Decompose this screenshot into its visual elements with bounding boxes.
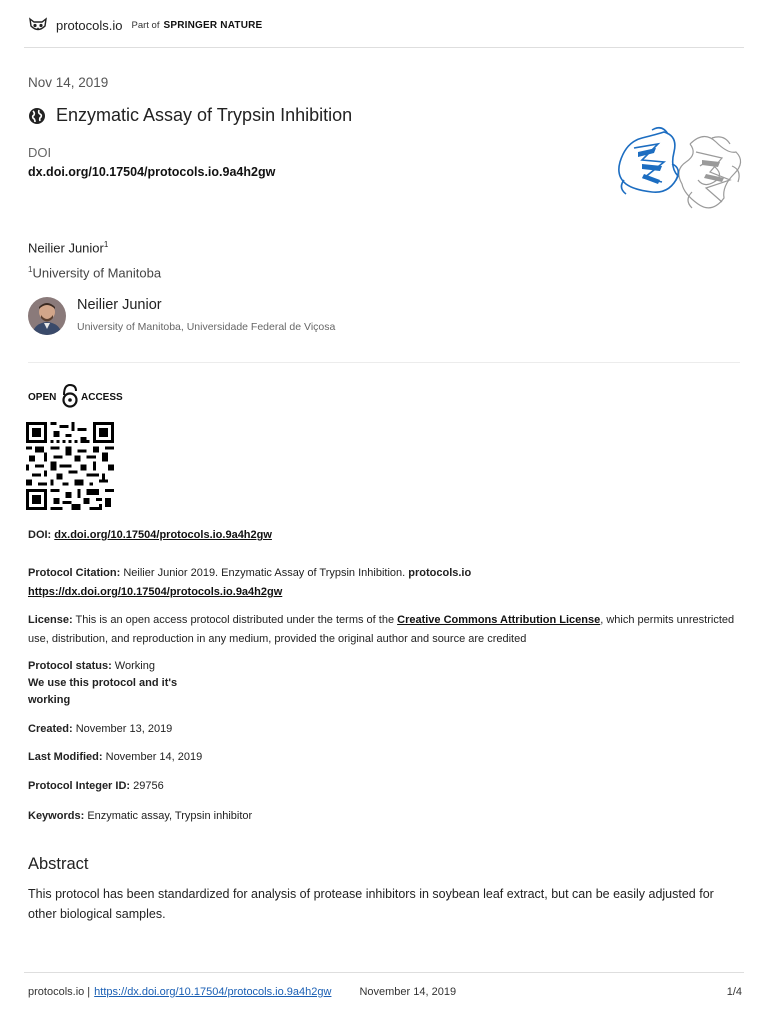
- publisher-logo: SPRINGER NATURE: [163, 19, 263, 31]
- publish-date: Nov 14, 2019: [28, 75, 109, 90]
- page-title: Enzymatic Assay of Trypsin Inhibition: [56, 105, 353, 125]
- status-value: Working: [114, 660, 155, 672]
- status-note-2: working: [28, 694, 71, 706]
- protocol-id-label: Protocol Integer ID:: [28, 780, 131, 792]
- page-number: 1/4: [726, 986, 742, 998]
- author-name: Neilier Junior: [28, 240, 104, 256]
- license-row: [28, 611, 744, 649]
- keywords-value: Enzymatic assay, Trypsin inhibitor: [87, 810, 253, 822]
- author-sup: 1: [103, 240, 109, 249]
- license-label: License:: [28, 614, 73, 626]
- author-line: [28, 240, 108, 255]
- footer-date: November 14, 2019: [359, 986, 457, 998]
- license-text-2: , which permits unrestricted use, distribution, and reproduction in any medium, provided the original author and source are credited: [28, 614, 735, 645]
- title-row: [28, 105, 352, 126]
- globe-icon: [28, 107, 46, 125]
- citation-label: Protocol Citation:: [28, 567, 121, 579]
- keywords-label: Keywords:: [28, 810, 85, 822]
- citation-source: protocols.io: [408, 567, 472, 579]
- header-divider: [24, 47, 744, 48]
- license-link[interactable]: Creative Commons Attribution License: [397, 614, 601, 626]
- modified-row: [28, 748, 744, 767]
- qr-code: [26, 422, 114, 510]
- part-of-label: Part of: [131, 19, 160, 31]
- open-access-logo: [28, 383, 128, 409]
- author-divider: [28, 362, 740, 363]
- license-text-1: This is an open access protocol distributed under the terms of the: [75, 614, 395, 626]
- raccoon-logo-icon[interactable]: [28, 16, 48, 34]
- citation-link[interactable]: https://dx.doi.org/10.17504/protocols.io.9a4h2gw: [28, 586, 283, 598]
- footer-link[interactable]: https://dx.doi.org/10.17504/protocols.io.9a4h2gw: [94, 986, 332, 998]
- open-access-right: ACCESS: [81, 392, 123, 403]
- brand-name[interactable]: protocols.io: [56, 17, 123, 33]
- citation-row: [28, 564, 744, 602]
- modified-label: Last Modified:: [28, 751, 103, 763]
- protocol-id-value: 29756: [133, 780, 164, 792]
- avatar[interactable]: [28, 297, 66, 335]
- status-row: [28, 658, 744, 709]
- abstract-heading: Abstract: [28, 855, 89, 873]
- footer-divider: [24, 972, 744, 973]
- created-value: November 13, 2019: [75, 723, 173, 735]
- footer-site: protocols.io |: [28, 986, 91, 998]
- open-access-left: OPEN: [28, 392, 57, 403]
- status-label: Protocol status:: [28, 660, 112, 672]
- page-footer: [28, 986, 742, 998]
- doi-row: [28, 526, 744, 545]
- created-row: [28, 720, 744, 739]
- protocol-id-row: [28, 777, 744, 796]
- doi-row-label: DOI:: [28, 529, 52, 541]
- affiliation-name: University of Manitoba: [32, 265, 162, 281]
- author-card-institution: University of Manitoba, Universidade Federal de Viçosa: [77, 321, 336, 333]
- citation-text: Neilier Junior 2019. Enzymatic Assay of Trypsin Inhibition.: [123, 567, 406, 579]
- created-label: Created:: [28, 723, 73, 735]
- status-note-1: We use this protocol and it's: [28, 677, 178, 689]
- modified-value: November 14, 2019: [105, 751, 203, 763]
- affiliation-sup: 1: [28, 265, 33, 274]
- doi-label: DOI: [28, 145, 52, 160]
- abstract-text: This protocol has been standardized for analysis of protease inhibitors in soybean leaf extract, but can be easily adjusted for other biological samples.: [28, 887, 714, 921]
- keywords-row: [28, 807, 744, 826]
- protein-structure-image: [612, 122, 752, 222]
- top-bar: [0, 0, 768, 48]
- affiliation-line: [28, 265, 161, 280]
- doi-link[interactable]: dx.doi.org/10.17504/protocols.io.9a4h2gw: [54, 529, 272, 541]
- doi-value[interactable]: dx.doi.org/10.17504/protocols.io.9a4h2gw: [28, 165, 276, 179]
- author-card-name[interactable]: Neilier Junior: [77, 297, 162, 313]
